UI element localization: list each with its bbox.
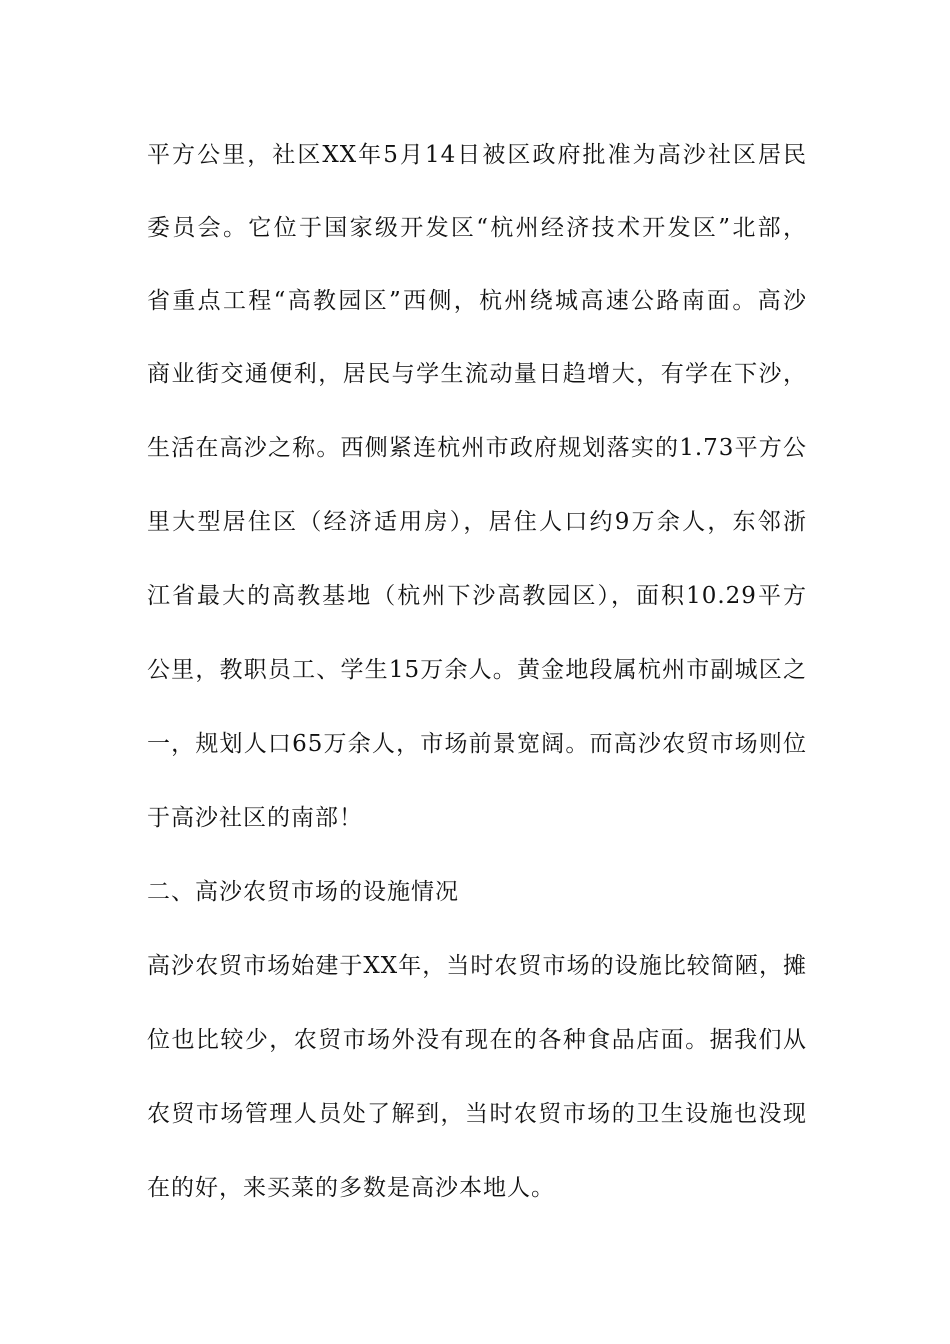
paragraph-line: 高沙农贸市场始建于XX年，当时农贸市场的设施比较简陋，摊	[147, 953, 807, 979]
paragraph-line: 商业街交通便利，居民与学生流动量日趋增大，有学在下沙，	[147, 361, 807, 387]
section-heading: 二、高沙农贸市场的设施情况	[147, 879, 459, 905]
paragraph-line: 江省最大的高教基地（杭州下沙高教园区），面积10.29平方	[147, 583, 807, 609]
paragraph-line: 平方公里，社区XX年5月14日被区政府批准为高沙社区居民	[147, 142, 807, 168]
paragraph-line: 生活在高沙之称。西侧紧连杭州市政府规划落实的1.73平方公	[147, 435, 807, 461]
paragraph-line: 农贸市场管理人员处了解到，当时农贸市场的卫生设施也没现	[147, 1101, 807, 1127]
paragraph-line: 位也比较少，农贸市场外没有现在的各种食品店面。据我们从	[147, 1027, 807, 1053]
paragraph-line: 里大型居住区（经济适用房），居住人口约9万余人，东邻浙	[147, 509, 807, 535]
paragraph-line: 省重点工程“高教园区”西侧，杭州绕城高速公路南面。高沙	[147, 288, 807, 314]
paragraph-line: 公里，教职员工、学生15万余人。黄金地段属杭州市副城区之	[147, 657, 807, 683]
paragraph-line-last: 在的好，来买菜的多数是高沙本地人。	[147, 1175, 555, 1201]
paragraph-line: 委员会。它位于国家级开发区“杭州经济技术开发区”北部，	[147, 215, 807, 241]
paragraph-line: 一，规划人口65万余人，市场前景宽阔。而高沙农贸市场则位	[147, 731, 807, 757]
paragraph-line-last: 于高沙社区的南部！	[147, 805, 363, 831]
